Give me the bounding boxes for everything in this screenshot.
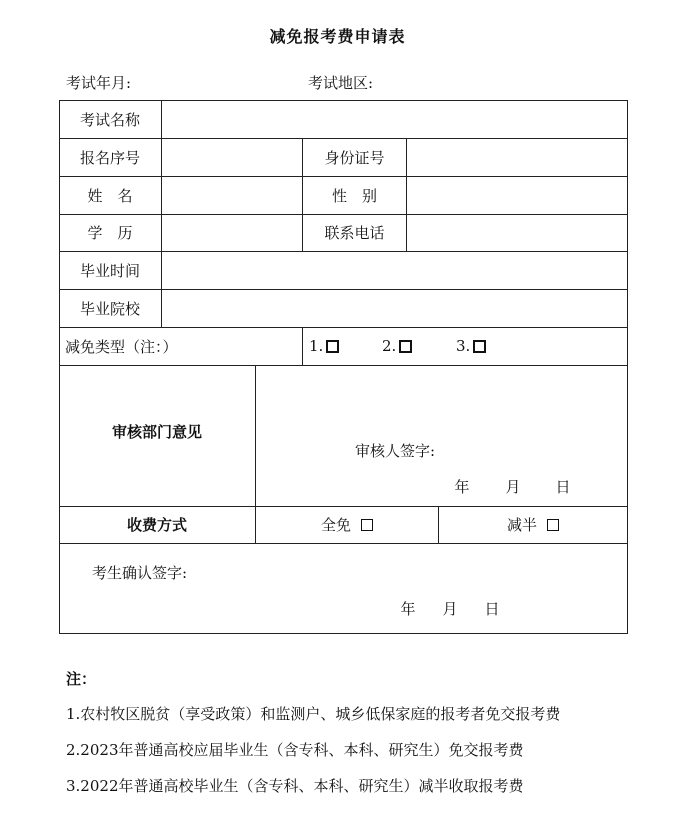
review-date-day: 日 (555, 477, 571, 496)
waiver-option-2-label: 2. (382, 337, 397, 355)
gender-field[interactable] (407, 177, 626, 214)
notes-title: 注： (66, 670, 97, 688)
row-divider (59, 543, 628, 544)
checkbox-icon[interactable] (547, 519, 559, 531)
reg-no-label: 报名序号 (79, 148, 140, 167)
checkbox-icon[interactable] (473, 340, 486, 353)
sign-date-year: 年 (400, 599, 416, 618)
phone-label: 联系电话 (324, 224, 385, 242)
waiver-option-2[interactable] (382, 327, 442, 365)
education-field[interactable] (162, 215, 302, 251)
education-label: 学 历 (87, 224, 133, 242)
form-title: 减免报考费申请表 (269, 27, 406, 46)
reg-no-field[interactable] (162, 139, 302, 176)
grad-time-label: 毕业时间 (79, 261, 140, 280)
waiver-option-3[interactable] (456, 327, 516, 365)
waiver-option-1[interactable] (309, 327, 369, 365)
gender-label: 性 别 (331, 186, 377, 205)
sign-date-day: 日 (484, 599, 500, 618)
checkbox-icon[interactable] (361, 519, 373, 531)
table-border-right (627, 100, 628, 634)
waiver-option-1-label: 1. (309, 337, 324, 355)
note-item-3: 3.2022年普通高校毕业生（含专科、本科、研究生）减半收取报考费 (66, 777, 524, 795)
grad-time-field[interactable] (162, 252, 626, 289)
fee-method-label: 收费方式 (126, 516, 187, 534)
checkbox-icon[interactable] (326, 340, 339, 353)
grad-school-label: 毕业院校 (79, 299, 140, 318)
id-no-label: 身份证号 (324, 148, 385, 167)
application-table (59, 100, 628, 634)
name-label: 姓 名 (87, 186, 133, 205)
review-date-month: 月 (505, 477, 521, 496)
id-no-field[interactable] (407, 139, 626, 176)
exam-name-label: 考试名称 (79, 110, 140, 129)
exam-region-label: 考试地区: (308, 74, 374, 92)
phone-field[interactable] (407, 215, 626, 251)
table-border-bottom (59, 633, 628, 634)
waiver-type-label: 减免类型（注：） (65, 337, 178, 356)
grad-school-field[interactable] (162, 290, 626, 327)
sign-date-month: 月 (442, 599, 458, 618)
note-item-1: 1.农村牧区脱贫（享受政策）和监测户、城乡低保家庭的报考者免交报考费 (66, 705, 561, 723)
full-waiver-label: 全免 (320, 516, 351, 534)
note-item-2: 2.2023年普通高校应届毕业生（含专科、本科、研究生）免交报考费 (66, 741, 524, 759)
col-divider (302, 327, 303, 365)
full-waiver-option[interactable] (256, 506, 438, 543)
exam-date-label: 考试年月: (66, 74, 132, 92)
name-field[interactable] (162, 177, 302, 214)
half-waiver-label: 减半 (506, 516, 537, 534)
reviewer-sign-label: 审核人签字: (355, 441, 436, 460)
candidate-sign-label: 考生确认签字: (92, 563, 188, 582)
review-date-year: 年 (454, 477, 470, 496)
waiver-option-3-label: 3. (456, 337, 471, 355)
exam-name-field[interactable] (162, 101, 626, 138)
review-dept-label: 审核部门意见 (111, 423, 202, 441)
checkbox-icon[interactable] (399, 340, 412, 353)
half-waiver-option[interactable] (439, 506, 627, 543)
